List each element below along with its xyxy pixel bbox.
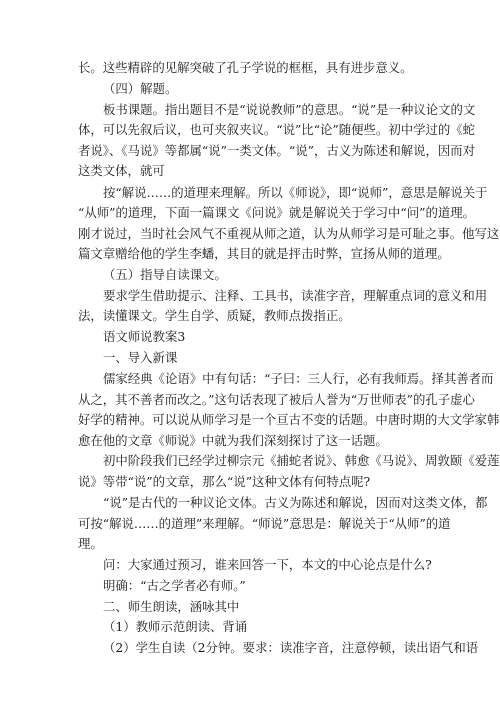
text-line: 从之，其不善者而改之。”这句话表现了被后人誉为“万世师表”的孔子虚心 bbox=[78, 392, 475, 407]
text-line: 法，读懂课文。学生自学、质疑，教师点拨指正。 bbox=[78, 308, 351, 323]
section-title: 语文师说教案3 bbox=[103, 329, 186, 344]
text-line: 刚才说过，当时社会风气不重视从师之道，认为从师学习是可耻之事。他写这 bbox=[78, 226, 500, 241]
text-line: 这类文体，就可 bbox=[78, 163, 165, 178]
text-line: 愈在他的文章《师说》中就为我们深刻探讨了这一话题。 bbox=[78, 433, 388, 448]
text-line: 要求学生借助提示、注释、工具书，读准字音，理解重点词的意义和用 bbox=[103, 288, 488, 303]
text-line: “说”是古代的一种议论文体。古义为陈述和解说，因而对这类文体，都 bbox=[103, 495, 488, 510]
text-line: 体，可以先叙后议，也可夹叙夹议。“说”比“论”随便些。初中学过的《蛇 bbox=[78, 122, 476, 137]
text-line: （五）指导自读课文。 bbox=[103, 267, 227, 282]
text-line: 长。这些精辟的见解突破了孔子学说的框框，具有进步意义。 bbox=[78, 60, 413, 75]
text-line: 按“解说……的道理来理解。所以《师说》，即“说师”，意思是解说关于 bbox=[103, 185, 488, 200]
section-heading: 一、导入新课 bbox=[103, 350, 178, 365]
text-line: （四）解题。 bbox=[103, 81, 178, 96]
text-line: 板书课题。指出题目不是“说说教师”的意思。“说”是一种议论文的文 bbox=[103, 102, 476, 117]
text-line: 儒家经典《论语》中有句话：“子曰：三人行，必有我师焉。择其善者而 bbox=[103, 371, 494, 386]
section-heading: 二、师生朗读，涵咏其中 bbox=[103, 599, 240, 614]
text-line: （2）学生自读（2分钟。要求：读准字音，注意停顿，读出语气和语 bbox=[103, 640, 479, 655]
text-line: 可按“解说……的道理”来理解。“师说”意思是：解说关于“从师”的道 bbox=[78, 516, 451, 531]
text-line: 问：大家通过预习，谁来回答一下，本文的中心论点是什么? bbox=[103, 557, 432, 572]
text-line: 者说》、《马说》等都属“说”一类文体。“说”，古义为陈述和解说，因而对 bbox=[78, 143, 476, 158]
text-line: 明确：“古之学者必有师。” bbox=[103, 578, 246, 593]
text-line: （1）教师示范朗读、背诵 bbox=[103, 619, 248, 634]
text-line: “从师”的道理，下面一篇课文《问说》就是解说关于学习中“问”的道理。 bbox=[78, 205, 476, 220]
text-line: 说》等带“说”的文章，那么“说”这种文体有何特点呢? bbox=[78, 474, 371, 489]
text-line: 好学的精神。可以说从师学习是一个亘古不变的话题。中唐时期的大文学家韩 bbox=[78, 412, 500, 427]
text-line: 初中阶段我们已经学过柳宗元《捕蛇者说》、韩愈《马说》、周敦颐《爱莲 bbox=[103, 453, 500, 468]
text-line: 篇文章赠给他的学生李蟠，其目的就是抨击时弊，宣扬从师的道理。 bbox=[78, 246, 450, 261]
text-line: 理。 bbox=[78, 536, 103, 551]
